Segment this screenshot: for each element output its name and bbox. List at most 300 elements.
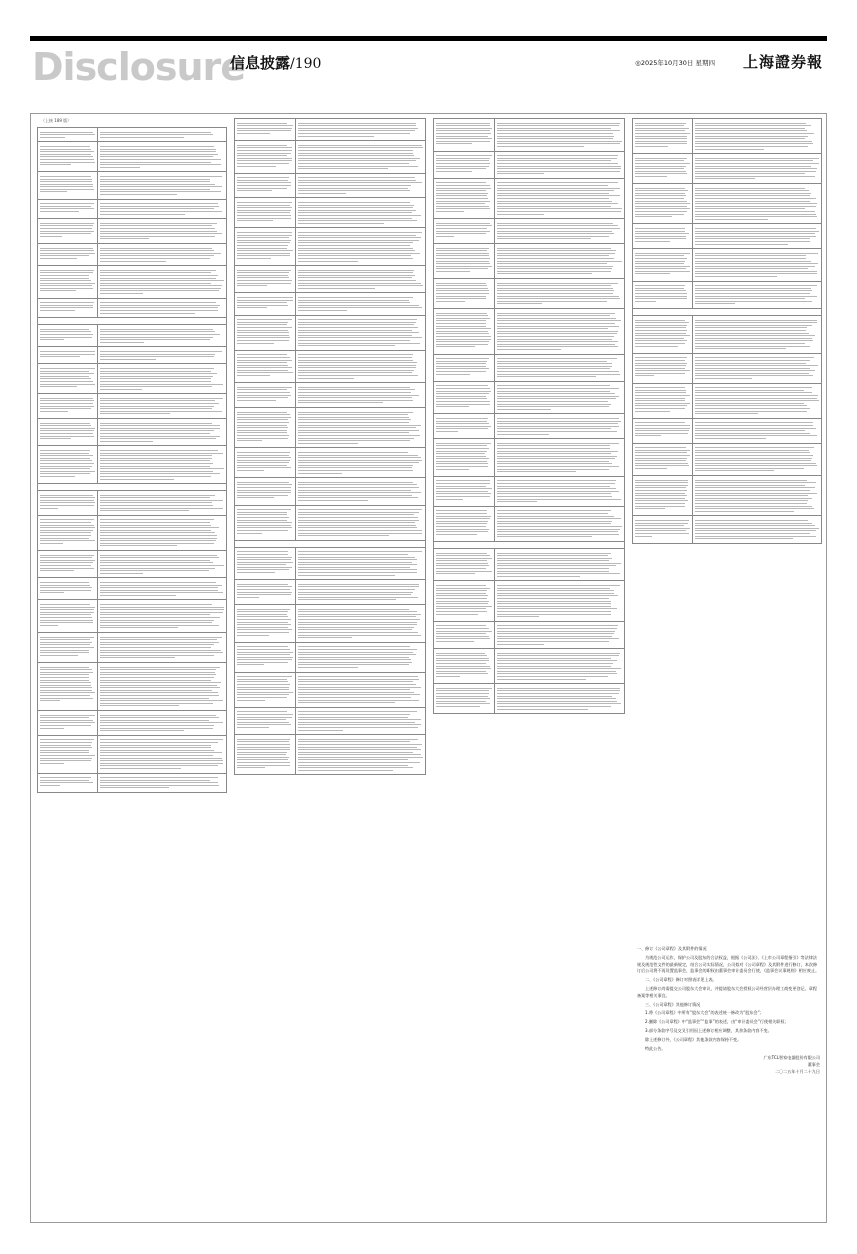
text-line [100, 384, 222, 385]
text-line [695, 422, 812, 423]
text-line [497, 663, 613, 664]
table-row [38, 244, 227, 266]
text-line [298, 253, 420, 254]
text-line [635, 160, 684, 161]
text-line [635, 365, 686, 366]
text-line [237, 554, 288, 555]
text-line [40, 223, 94, 224]
text-line [635, 530, 686, 531]
text-line [497, 510, 611, 511]
text-line [635, 392, 686, 393]
text-line [497, 263, 607, 264]
text-line [298, 681, 412, 682]
text-line [40, 745, 91, 746]
text-line [100, 203, 218, 204]
text-line [40, 305, 93, 306]
text-line [100, 620, 213, 621]
text-line [298, 258, 413, 259]
text-line [40, 495, 93, 496]
text-line [635, 425, 690, 426]
revised-clause-cell [296, 408, 426, 447]
text-line [497, 588, 610, 589]
revised-clause-cell [296, 605, 426, 642]
text-line [40, 403, 93, 404]
text-line [237, 741, 289, 742]
text-line [237, 727, 269, 728]
text-line [436, 233, 486, 234]
text-line [695, 325, 812, 326]
text-line [436, 133, 491, 134]
text-line [237, 694, 289, 695]
text-line [436, 493, 491, 494]
table-row [235, 351, 426, 384]
text-line [497, 625, 618, 626]
table-row [434, 622, 625, 649]
text-line [436, 563, 488, 564]
text-line [100, 595, 176, 596]
text-line [635, 508, 665, 509]
text-line [40, 433, 93, 434]
text-line [40, 302, 94, 303]
text-line [497, 182, 617, 183]
text-line [497, 166, 621, 167]
text-line [497, 374, 619, 375]
text-line [497, 361, 607, 362]
text-line [497, 679, 586, 680]
text-line [497, 261, 622, 262]
text-line [436, 555, 490, 556]
text-line [237, 253, 290, 254]
text-line [695, 178, 754, 179]
text-line [695, 378, 751, 379]
revised-clause-cell [296, 293, 426, 314]
text-line [695, 208, 805, 209]
text-line [635, 503, 685, 504]
text-line [100, 565, 223, 566]
text-line [298, 589, 414, 590]
text-line [40, 682, 91, 683]
revised-clause-cell [495, 152, 625, 178]
text-line [100, 540, 215, 541]
text-line [298, 275, 415, 276]
text-line [436, 293, 489, 294]
text-line [100, 132, 210, 133]
text-line [40, 557, 92, 558]
text-line [436, 443, 491, 444]
text-line [635, 460, 686, 461]
text-line [298, 307, 422, 308]
revised-clause-cell [296, 383, 426, 407]
text-line [298, 343, 420, 344]
text-line [695, 241, 809, 242]
text-line [100, 750, 213, 751]
text-line [436, 182, 486, 183]
revised-clause-cell [296, 448, 426, 477]
masthead [30, 44, 827, 88]
text-line [100, 236, 215, 237]
text-line [695, 285, 816, 286]
text-line [497, 195, 620, 196]
text-line [237, 619, 291, 620]
text-line [695, 465, 816, 466]
text-line [100, 538, 216, 539]
text-line [100, 290, 218, 291]
text-line [237, 664, 264, 665]
text-line [100, 787, 169, 788]
text-line [635, 465, 689, 466]
text-line [298, 457, 421, 458]
table-row [633, 309, 822, 316]
text-line [497, 344, 615, 345]
text-line [237, 300, 293, 301]
text-line [298, 302, 409, 303]
text-line [497, 469, 609, 470]
revised-clause-cell [98, 347, 227, 363]
revised-clause-cell [98, 266, 227, 298]
text-line [40, 680, 89, 681]
text-line [635, 158, 687, 159]
text-line [695, 533, 810, 534]
text-line [100, 672, 214, 673]
text-line [40, 500, 94, 501]
text-line [100, 458, 211, 459]
text-line [635, 273, 670, 274]
text-line [237, 455, 289, 456]
text-line [100, 428, 219, 429]
text-line [436, 451, 487, 452]
text-line [497, 660, 617, 661]
section-name: 信息披露 [230, 54, 291, 72]
text-line [695, 370, 814, 371]
original-clause-cell [434, 581, 495, 620]
text-line [100, 425, 220, 426]
text-line [497, 666, 611, 667]
text-line [695, 273, 817, 274]
table-row [235, 228, 426, 266]
text-line [40, 728, 64, 729]
text-line [695, 408, 809, 409]
text-line [695, 395, 818, 396]
text-line [40, 685, 91, 686]
text-line [40, 614, 91, 615]
text-line [40, 400, 94, 401]
text-line [100, 667, 220, 668]
text-line [436, 123, 490, 124]
text-line [40, 134, 95, 135]
text-line [436, 653, 485, 654]
text-line [237, 551, 288, 552]
table-row [235, 174, 426, 199]
text-line [100, 592, 223, 593]
text-line [237, 438, 288, 439]
text-line [497, 451, 617, 452]
text-line [497, 658, 611, 659]
text-line [497, 130, 620, 131]
text-line [237, 417, 291, 418]
text-line [695, 190, 809, 191]
text-line [497, 553, 611, 554]
original-clause-cell [235, 383, 296, 407]
text-line [40, 655, 78, 656]
text-line [436, 568, 486, 569]
text-line [635, 523, 688, 524]
text-line [298, 664, 409, 665]
text-line [298, 586, 418, 587]
text-line [40, 384, 95, 385]
text-line [100, 184, 215, 185]
revised-clause-cell [98, 663, 227, 710]
text-line [237, 497, 274, 498]
text-line [695, 363, 805, 364]
text-line [497, 346, 618, 347]
text-line [497, 638, 619, 639]
text-line [436, 523, 487, 524]
original-clause-cell [633, 444, 693, 476]
text-line [100, 398, 222, 399]
revised-clause-cell [98, 600, 227, 632]
text-line [100, 650, 220, 651]
text-line [100, 677, 213, 678]
text-line [237, 689, 289, 690]
text-line [635, 263, 684, 264]
text-line [237, 657, 293, 658]
original-clause-cell [235, 198, 296, 227]
text-line [497, 323, 615, 324]
text-line [436, 168, 486, 169]
text-line [100, 590, 218, 591]
text-line [298, 378, 354, 379]
text-line [237, 362, 287, 363]
text-line [40, 667, 89, 668]
text-line [497, 146, 583, 147]
text-line [100, 752, 222, 753]
text-line [40, 587, 92, 588]
text-line [298, 365, 416, 366]
text-line [100, 400, 214, 401]
text-line [298, 147, 422, 148]
text-line [635, 398, 685, 399]
text-line [635, 390, 686, 391]
text-line [40, 310, 75, 311]
text-line [237, 597, 259, 598]
text-line [436, 141, 490, 142]
text-line [40, 505, 94, 506]
text-line [635, 506, 685, 507]
text-line [298, 717, 408, 718]
text-line [436, 368, 489, 369]
text-line [695, 206, 816, 207]
revised-clause-cell [296, 198, 426, 227]
text-line [100, 674, 216, 675]
text-line [635, 173, 687, 174]
text-line [100, 604, 212, 605]
text-line [695, 450, 808, 451]
text-line [436, 706, 480, 707]
text-line [40, 722, 95, 723]
text-line [298, 767, 413, 768]
text-line [436, 398, 487, 399]
text-line [436, 666, 490, 667]
text-line [436, 211, 464, 212]
table-row [38, 128, 227, 142]
text-line [497, 313, 615, 314]
text-line [237, 586, 292, 587]
text-line [436, 255, 489, 256]
revised-clause-cell [693, 516, 822, 542]
text-line [635, 163, 690, 164]
text-line [695, 338, 811, 339]
text-line [695, 392, 812, 393]
table-row [633, 476, 822, 516]
revised-clause-cell [296, 708, 426, 734]
text-line [298, 335, 412, 336]
text-line [298, 160, 416, 161]
text-line [497, 318, 616, 319]
text-line [100, 715, 216, 716]
text-line [298, 637, 351, 638]
original-clause-cell [235, 448, 296, 477]
text-line [298, 185, 411, 186]
text-line [237, 752, 287, 753]
text-line [436, 526, 486, 527]
text-line [298, 270, 414, 271]
table-row [434, 549, 625, 582]
table-row [235, 408, 426, 448]
text-line [100, 176, 221, 177]
table-row [633, 184, 822, 224]
text-line [298, 324, 414, 325]
text-line [497, 303, 542, 304]
text-line [100, 381, 211, 382]
text-line [298, 624, 417, 625]
text-line [237, 255, 290, 256]
text-line [695, 357, 813, 358]
text-line [497, 250, 616, 251]
revised-clause-cell [693, 476, 822, 515]
text-line [635, 327, 686, 328]
revised-clause-cell [296, 643, 426, 672]
text-line [298, 492, 420, 493]
text-line [40, 760, 91, 761]
revised-clause-cell [98, 299, 227, 318]
text-line [497, 571, 609, 572]
text-line [298, 465, 413, 466]
text-line [497, 138, 612, 139]
text-line [635, 433, 688, 434]
text-line [695, 146, 807, 147]
text-line [635, 266, 690, 267]
text-line [100, 339, 209, 340]
text-line [497, 421, 621, 422]
text-line [237, 302, 287, 303]
text-line [635, 458, 687, 459]
text-line [298, 752, 413, 753]
text-line [237, 419, 288, 420]
text-line [497, 333, 617, 334]
text-line [695, 525, 815, 526]
text-line [40, 154, 91, 155]
text-line [436, 190, 486, 191]
text-line [436, 463, 488, 464]
original-clause-cell [434, 179, 495, 218]
text-line [298, 744, 422, 745]
text-line [237, 467, 291, 468]
original-clause-cell [38, 128, 98, 141]
text-line [436, 388, 490, 389]
text-line [237, 676, 292, 677]
original-clause-cell [235, 478, 296, 504]
original-clause-cell [633, 282, 693, 308]
text-line [695, 458, 812, 459]
text-line [436, 328, 491, 329]
notice-paragraph: 二、《公司章程》修订对照表详见上表。 [645, 977, 717, 983]
text-line [635, 520, 689, 521]
text-line [436, 480, 490, 481]
text-line [497, 521, 612, 522]
text-line [436, 185, 490, 186]
text-line [436, 461, 487, 462]
text-line [695, 400, 818, 401]
text-line [695, 320, 816, 321]
text-line [497, 536, 592, 537]
text-line [100, 313, 195, 314]
text-line [635, 330, 687, 331]
text-line [298, 387, 410, 388]
text-line [100, 253, 221, 254]
revised-clause-cell [693, 354, 822, 383]
text-line [100, 525, 210, 526]
text-line [298, 473, 342, 474]
text-line [100, 453, 222, 454]
text-line [40, 132, 93, 133]
text-line [436, 608, 486, 609]
text-line [497, 516, 614, 517]
text-line [237, 512, 287, 513]
text-line [497, 690, 620, 691]
text-line [695, 452, 810, 453]
text-line [635, 198, 684, 199]
text-line [436, 660, 489, 661]
text-line [298, 522, 415, 523]
text-line [695, 327, 806, 328]
text-line [436, 208, 490, 209]
text-line [497, 283, 618, 284]
text-line [237, 589, 290, 590]
text-line [40, 258, 77, 259]
text-line [237, 147, 292, 148]
text-line [100, 214, 184, 215]
original-clause-cell [434, 507, 495, 541]
table-row [434, 219, 625, 244]
text-line [436, 421, 487, 422]
text-line [497, 228, 620, 229]
text-line [497, 555, 607, 556]
text-line [298, 509, 422, 510]
text-line [436, 601, 489, 602]
text-line [497, 391, 610, 392]
original-clause-cell [633, 516, 693, 542]
text-line [436, 636, 489, 637]
text-line [497, 568, 609, 569]
text-line [298, 310, 347, 311]
revised-clause-cell [495, 649, 625, 683]
text-line [237, 465, 287, 466]
text-line [497, 393, 615, 394]
text-line [100, 310, 217, 311]
text-line [100, 760, 223, 761]
original-clause-cell [38, 736, 98, 773]
text-line [695, 348, 785, 349]
